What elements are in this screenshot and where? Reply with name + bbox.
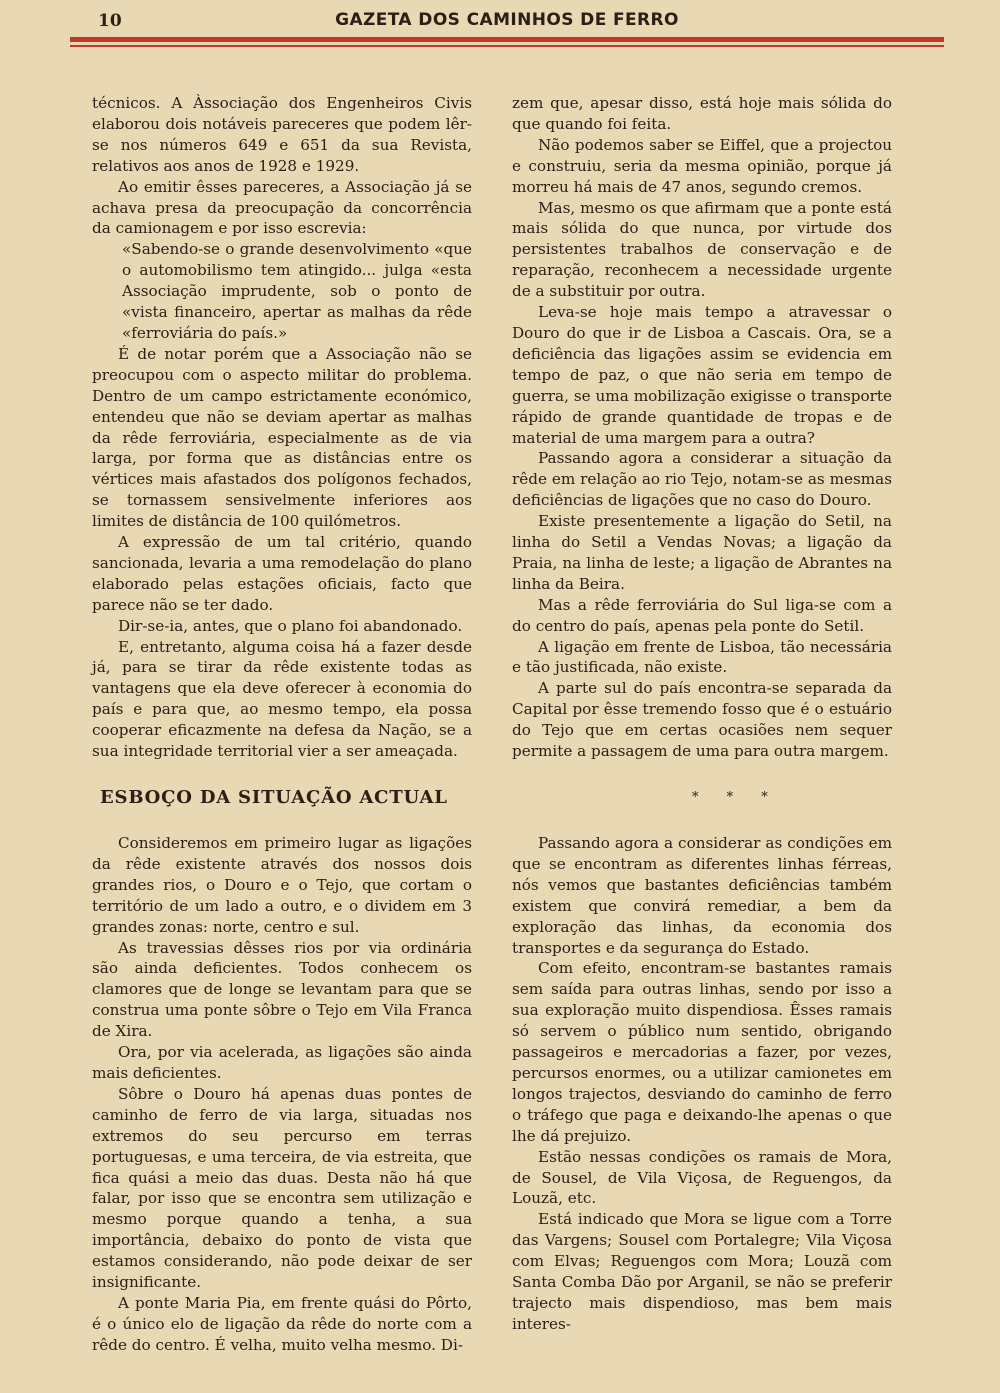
paragraph: Leva-se hoje mais tempo a atravessar o Douro do que ir de Lisboa a Cascais. Ora, se a deficiência das ligações assim se evidencia em tempo de paz, o que não seria em tempo de guerra, se uma mobilização exigisse o transporte rápido de grande quantidade de tropas e de material de uma margem para a outra? (512, 303, 892, 447)
paragraph: Ao emitir êsses pareceres, a Associação já se achava presa da preocupação da concorrência da camionagem e por isso escrevia: (92, 177, 472, 238)
page-header (70, 10, 944, 50)
block-quote: «Sabendo-se o grande desenvolvimento «que o automobilismo tem atingido... julga «esta Associação imprudente, sob o ponto de «vista financeiro, apertar as malhas da rêde «ferroviária do país.» (122, 240, 472, 342)
paragraph: Estão nessas condições os ramais de Mora, de Sousel, de Vila Viçosa, de Reguengos, da Louzã, etc. (512, 1147, 892, 1208)
paragraph: Com efeito, encontram-se bastantes ramais sem saída para outras linhas, sendo por isso a sua exploração muito dispendiosa. Êsses ramais só servem o público num sentido, obrigando passageiros e mercadorias a fazer, por vezes, percursos enormes, ou a utilizar camionetes em longos trajectos, desviando do caminho de ferro o tráfego que paga e deixando-lhe apenas o que lhe dá prejuizo. (512, 959, 892, 1145)
paragraph: Consideremos em primeiro lugar as ligações da rêde existente através dos nossos dois grandes rios, o Douro e o Tejo, que cortam o território de um lado a outro, e o dividem em 3 grandes zonas: norte, centro e sul. (92, 834, 472, 936)
column-1 (92, 93, 472, 762)
paragraph: técnicos. A Àssociação dos Engenheiros Civis elaborou dois notáveis pareceres que podem lêr-se nos números 649 e 651 da sua Revista, relativos aos anos de 1928 e 1929. (92, 94, 472, 175)
column-2 (512, 93, 892, 762)
column-3 (92, 833, 472, 1356)
paragraph: É de notar porém que a Associação não se preocupou com o aspecto militar do problema. Dentro de um campo estrictamente económico, entendeu que não se deviam apertar as malhas da rêde ferroviária, especialmente as de via larga, por forma que as distâncias entre os vértices mais afastados dos polígonos fechados, se tornassem sensivelmente inferiores aos limites de distância de 100 quilómetros. (92, 344, 472, 531)
paragraph: Sôbre o Douro há apenas duas pontes de caminho de ferro de via larga, situadas nos extremos do seu percurso em terras portuguesas, e uma terceira, de via estreita, que fica quási a meio das duas. Desta não há que falar, por isso que se encontra sem utilização e mesmo porque quando a tenha, a sua importância, debaixo do ponto de vista que estamos considerando, não pode deixar de ser insignificante. (92, 1084, 472, 1292)
paragraph: Mas, mesmo os que afirmam que a ponte está mais sólida do que nunca, por virtude dos persistentes trabalhos de conservação e de reparação, reconhecem a necessidade urgente de a substituir por outra. (512, 198, 892, 301)
page-number: 10 (98, 11, 122, 31)
journal-title: GAZETA DOS CAMINHOS DE FERRO (335, 10, 679, 30)
paragraph: Ora, por via acelerada, as ligações são ainda mais deficientes. (92, 1043, 472, 1082)
paragraph: As travessias dêsses rios por via ordinária são ainda deficientes. Todos conhecem os clamores que de longe se levantam para que se construa uma ponte sôbre o Tejo em Vila Franca de Xira. (92, 938, 472, 1041)
paragraph: Passando agora a considerar as condições em que se encontram as diferentes linhas férreas, nós vemos que bastantes deficiências também existem que convirá remediar, a bem da exploração das linhas, da economia dos transportes e da segurança do Estado. (512, 834, 892, 957)
paragraph: zem que, apesar disso, está hoje mais sólida do que quando foi feita. (512, 94, 892, 133)
header-rule-thin (70, 45, 944, 47)
section-heading: ESBOÇO DA SITUAÇÃO ACTUAL (100, 787, 448, 808)
paragraph: A parte sul do país encontra-se separada da Capital por êsse tremendo fosso que é o estuário do Tejo que em certas ocasiões nem sequer permite a passagem de uma para outra margem. (512, 679, 892, 761)
paragraph: Não podemos saber se Eiffel, que a projectou e construiu, seria da mesma opinião, porque já morreu há mais de 47 anos, segundo cremos. (512, 135, 892, 196)
paragraph: A ponte Maria Pia, em frente quási do Pôrto, é o único elo de ligação da rêde do norte com a rêde do centro. É velha, muito velha mesmo. Di- (92, 1293, 472, 1354)
paragraph: Está indicado que Mora se ligue com a Torre das Vargens; Sousel com Portalegre; Vila Viçosa com Elvas; Reguengos com Mora; Louzã com Santa Comba Dão por Arganil, se não se preferir trajecto mais dispendioso, mas bem mais interes- (512, 1210, 892, 1333)
paragraph: E, entretanto, alguma coisa há a fazer desde já, para se tirar da rêde existente todas as vantagens que ela deve oferecer à economia do país e para que, ao mesmo tempo, ela possa cooperar eficazmente na defesa da Nação, se a sua integridade territorial vier a ser ameaçada. (92, 637, 472, 761)
paragraph: A expressão de um tal critério, quando sancionada, levaria a uma remodelação do plano elaborado pelas estações oficiais, facto que parece não se ter dado. (92, 533, 472, 614)
column-4 (512, 833, 892, 1335)
paragraph: Passando agora a considerar a situação da rêde em relação ao rio Tejo, notam-se as mesmas deficiências de ligações que no caso do Douro. (512, 449, 892, 510)
paragraph: Existe presentemente a ligação do Setil, na linha do Setil a Vendas Novas; a ligação da Praia, na linha de leste; a ligação de Abrantes na linha da Beira. (512, 512, 892, 593)
header-rule-thick (70, 37, 944, 42)
paragraph: Mas a rêde ferroviária do Sul liga-se com a do centro do país, apenas pela ponte do Setil. (512, 595, 892, 635)
paragraph: Dir-se-ia, antes, que o plano foi abandonado. (118, 616, 463, 635)
section-separator: * * * (692, 790, 780, 805)
paragraph: A ligação em frente de Lisboa, tão necessária e tão justificada, não existe. (512, 637, 892, 677)
